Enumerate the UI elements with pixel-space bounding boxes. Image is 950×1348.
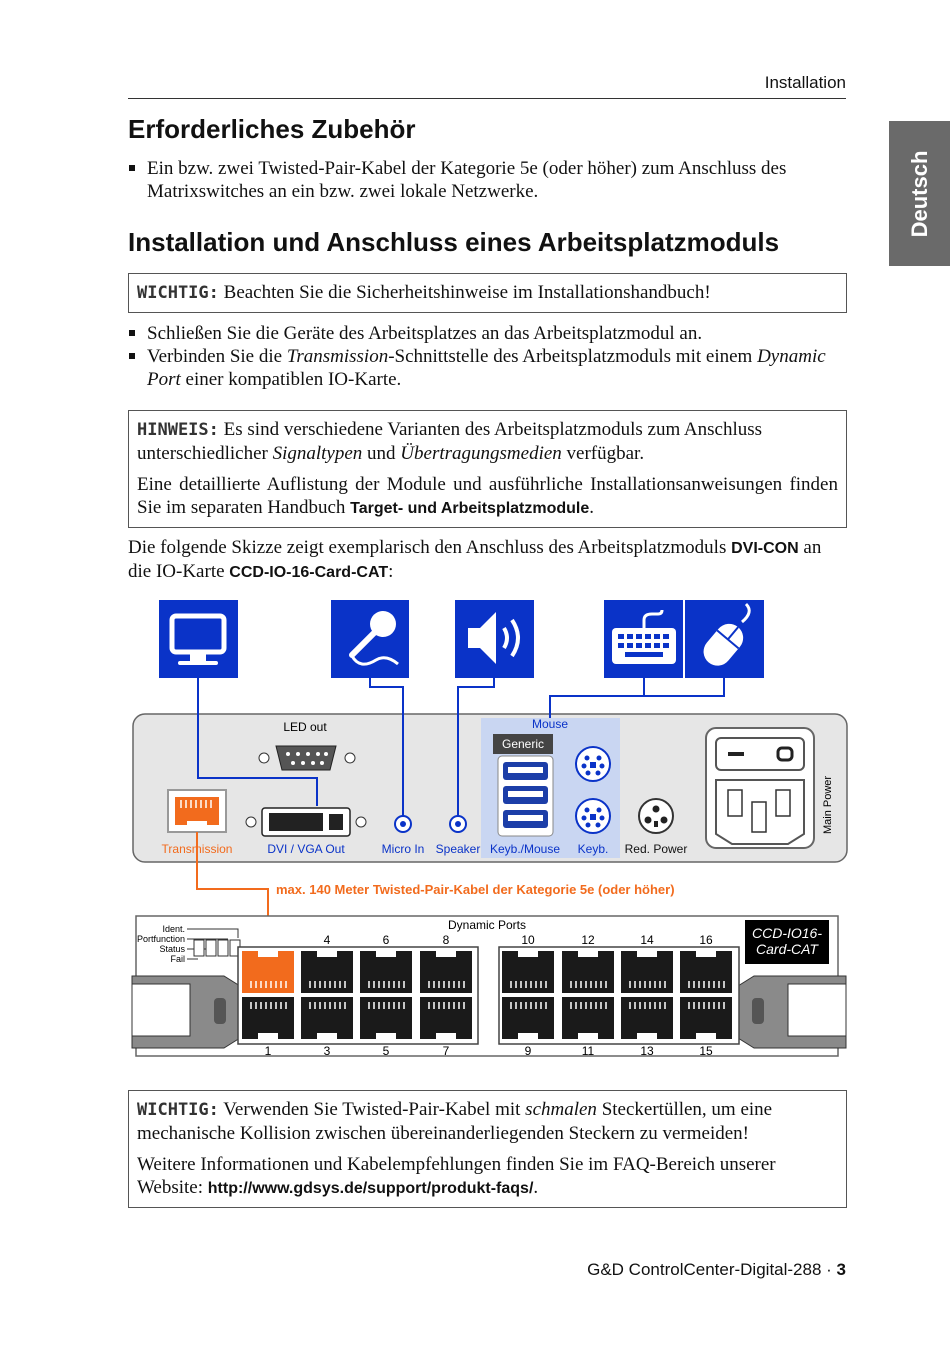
- port-number: 9: [524, 1044, 532, 1058]
- rj45-port: [621, 951, 673, 993]
- speaker-jack: [450, 816, 466, 832]
- zubehoer-list: [128, 157, 846, 203]
- card-name-line2: Card-CAT: [756, 941, 818, 957]
- note-label: WICHTIG:: [137, 283, 219, 303]
- port-number: 12: [581, 933, 595, 947]
- hint-note: [128, 410, 847, 528]
- card-bracket-left: [132, 976, 240, 1048]
- intro-text: :: [388, 561, 394, 582]
- led-fail-label: Fail: [170, 954, 185, 964]
- installation-steps: [128, 322, 846, 391]
- faq-link[interactable]: http://www.gdsys.de/support/produkt-faqs/: [207, 1180, 534, 1197]
- note-text: .: [533, 1177, 539, 1198]
- hint-text: .: [589, 497, 595, 518]
- term-transmission: Transmission: [286, 346, 389, 367]
- rj45-port: [502, 951, 554, 993]
- monitor-icon: [159, 600, 238, 678]
- port-number: 14: [640, 933, 654, 947]
- rj45-port: [420, 997, 472, 1039]
- hint-text: Es sind verschiedene Varianten des Arbeitsplatzmoduls zum Anschluss unterschiedlicher: [137, 419, 763, 464]
- main-power-block: [706, 728, 814, 848]
- redundant-power-port: [639, 799, 673, 833]
- dvi-vga-label: DVI / VGA Out: [267, 842, 345, 856]
- rj45-port: [562, 997, 614, 1039]
- rj45-port: [562, 951, 614, 993]
- rj45-port: [360, 951, 412, 993]
- note-text: Weitere Informationen und Kabelempfehlungen finden Sie im FAQ-Bereich unserer Website:: [137, 1154, 776, 1198]
- footer-title: G&D ControlCenter-Digital-288 ·: [587, 1260, 837, 1279]
- list-item: [128, 345, 846, 391]
- hint-text: Eine detaillierte Auflistung der Module und ausführliche Installationsanweisungen finden Sie im separaten Handbuch: [137, 474, 838, 518]
- port-number: 1: [264, 1044, 272, 1058]
- rj45-port: [301, 997, 353, 1039]
- port-number: 6: [382, 933, 390, 947]
- term-dynamic-port: Dynamic Port: [147, 346, 826, 390]
- hint-text: verfügbar.: [561, 443, 645, 464]
- speaker-label: Speaker: [435, 842, 481, 856]
- port-number: 15: [699, 1044, 713, 1058]
- rj45-port: [242, 997, 294, 1039]
- rj45-port: [621, 997, 673, 1039]
- keyboard-icon: [604, 600, 683, 678]
- note-text: Verwenden Sie Twisted-Pair-Kabel mit: [218, 1099, 526, 1120]
- ps2-keyboard-port: [576, 799, 610, 833]
- card-name: CCD-IO-16-Card-CAT: [229, 564, 389, 581]
- list-item: Schließen Sie die Geräte des Arbeitsplatzes an das Arbeitsplatzmodul an.: [128, 322, 846, 345]
- term-signaltypen: Signaltypen: [272, 443, 363, 464]
- port-number: 8: [442, 933, 450, 947]
- port-number: 13: [640, 1044, 654, 1058]
- ps2-mouse-port: [576, 747, 610, 781]
- keyb-mouse-label: Keyb./Mouse: [489, 842, 561, 856]
- rj45-port: [502, 997, 554, 1039]
- section-title-installation: Installation und Anschluss eines Arbeitsplatzmoduls: [128, 227, 780, 257]
- language-tab: [889, 121, 950, 266]
- header-rule: [128, 98, 846, 99]
- section-title-zubehoer: Erforderliches Zubehör: [128, 114, 416, 144]
- port-number: 4: [323, 933, 331, 947]
- dvi-port: [246, 808, 366, 836]
- hint-text: und: [362, 443, 401, 464]
- microphone-icon: [331, 600, 409, 678]
- step-text: Verbinden Sie die: [147, 346, 287, 367]
- port-number: 5: [382, 1044, 390, 1058]
- important-note-2: [128, 1090, 847, 1208]
- connection-diagram: [128, 598, 850, 1060]
- led-status-label: Status: [159, 944, 185, 954]
- dynamic-ports-label: Dynamic Ports: [447, 918, 527, 932]
- note-label: WICHTIG:: [137, 1100, 219, 1120]
- rj45-port: [360, 997, 412, 1039]
- language-tab-label: Deutsch: [906, 150, 932, 237]
- micro-in-label: Micro In: [381, 842, 425, 856]
- rj45-port: [242, 951, 294, 993]
- rj45-port: [680, 997, 732, 1039]
- mouse-label: Mouse: [531, 717, 569, 731]
- diagram-intro: [128, 536, 846, 584]
- port-number: 7: [442, 1044, 450, 1058]
- port-number: 10: [521, 933, 535, 947]
- step-text: -Schnittstelle des Arbeitsplatzmoduls mit einem: [388, 346, 758, 367]
- step-text: einer kompatiblen IO-Karte.: [180, 369, 402, 390]
- led-ident-label: Ident.: [162, 924, 185, 934]
- micro-in-jack: [395, 816, 411, 832]
- note-text: Steckertüllen, um eine mechanische Kollision zwischen übereinanderliegenden Steckern zu vermeiden!: [137, 1099, 773, 1144]
- red-power-label: Red. Power: [624, 842, 688, 856]
- important-note-1: [128, 273, 847, 313]
- rj45-port: [680, 951, 732, 993]
- keyb-label: Keyb.: [577, 842, 609, 856]
- speaker-icon: [455, 600, 534, 678]
- intro-text: an die IO-Karte: [128, 537, 822, 582]
- usb-ports: [498, 756, 553, 836]
- port-number: 3: [323, 1044, 331, 1058]
- hint-label: HINWEIS:: [137, 420, 219, 440]
- led-out-label: LED out: [283, 720, 327, 734]
- mouse-icon: [685, 600, 764, 678]
- port-number: 11: [581, 1044, 595, 1058]
- module-name: DVI-CON: [731, 540, 799, 557]
- card-bracket-right: [738, 976, 846, 1048]
- running-head: Installation: [764, 73, 846, 92]
- page-number: 3: [836, 1260, 846, 1279]
- rj45-port: [420, 951, 472, 993]
- intro-text: Die folgende Skizze zeigt exemplarisch den Anschluss des Arbeitsplatzmoduls: [128, 537, 732, 558]
- note-text: Beachten Sie die Sicherheitshinweise im Installationshandbuch!: [218, 282, 711, 303]
- led-portfunction-label: Portfunction: [136, 934, 185, 944]
- generic-label: Generic: [501, 737, 545, 751]
- rj45-port: [301, 951, 353, 993]
- cable-length-note: max. 140 Meter Twisted-Pair-Kabel der Kategorie 5e (oder höher): [276, 882, 675, 897]
- list-item: Ein bzw. zwei Twisted-Pair-Kabel der Kategorie 5e (oder höher) zum Anschluss des Matrixswitches an ein bzw. zwei lokale Netzwerke.: [128, 157, 846, 203]
- term-uebertragungsmedien: Übertragungsmedien: [400, 443, 562, 464]
- main-power-label: Main Power: [822, 775, 834, 834]
- transmission-port: [168, 790, 226, 832]
- manual-reference: Target- und Arbeitsplatzmodule: [350, 500, 590, 517]
- port-number: 16: [699, 933, 713, 947]
- term-schmalen: schmalen: [525, 1099, 597, 1120]
- transmission-label: Transmission: [161, 842, 233, 856]
- card-name-line1: CCD-IO16-: [751, 925, 823, 941]
- page-footer: [587, 1260, 846, 1280]
